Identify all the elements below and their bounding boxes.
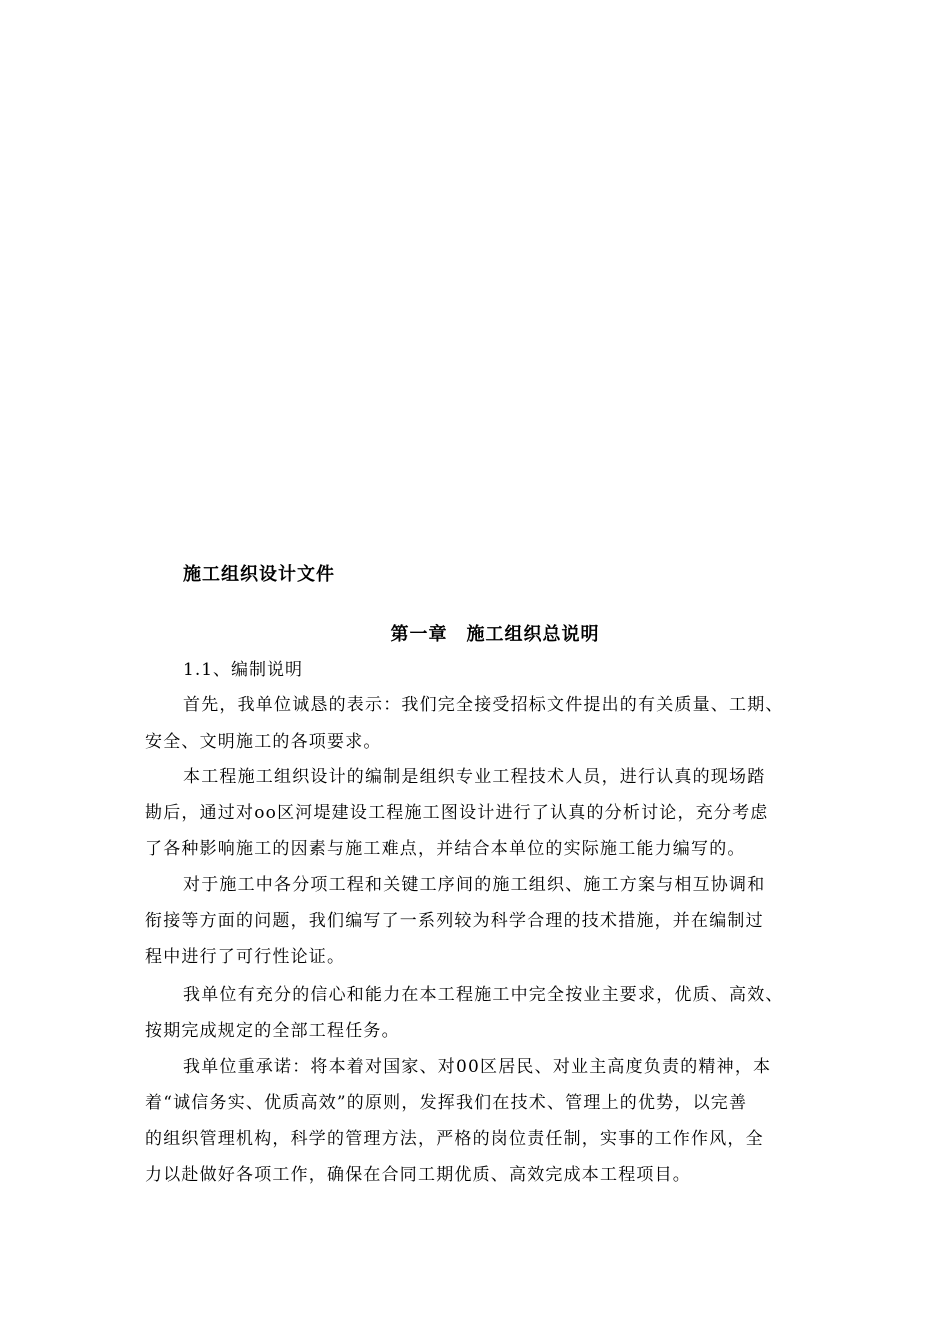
paragraph-line: 勘后，通过对oo区河堤建设工程施工图设计进行了认真的分析讨论，充分考虑 xyxy=(145,803,769,823)
paragraph-line: 对于施工中各分项工程和关键工序间的施工组织、施工方案与相互协调和 xyxy=(183,875,766,895)
document-title: 施工组织设计文件 xyxy=(183,564,335,585)
paragraph-line: 力以赴做好各项工作，确保在合同工期优质、高效完成本工程项目。 xyxy=(145,1165,691,1185)
paragraph-line: 我单位有充分的信心和能力在本工程施工中完全按业主要求，优质、高效、 xyxy=(183,985,784,1005)
paragraph-line: 安全、文明施工的各项要求。 xyxy=(145,732,382,752)
paragraph-line: 的组织管理机构，科学的管理方法，严格的岗位责任制，实事的工作作风，全 xyxy=(145,1129,764,1149)
paragraph-line: 本工程施工组织设计的编制是组织专业工程技术人员，进行认真的现场踏 xyxy=(183,767,766,787)
paragraph-line: 程中进行了可行性论证。 xyxy=(145,947,346,967)
paragraph-line: 着“诚信务实、优质高效”的原则，发挥我们在技术、管理上的优势，以完善 xyxy=(145,1093,748,1113)
section-heading: 1.1、编制说明 xyxy=(183,660,304,680)
paragraph-line: 我单位重承诺：将本着对国家、对00区居民、对业主高度负责的精神，本 xyxy=(183,1057,772,1077)
paragraph-line: 首先，我单位诚恳的表示：我们完全接受招标文件提出的有关质量、工期、 xyxy=(183,695,784,715)
paragraph-line: 了各种影响施工的因素与施工难点，并结合本单位的实际施工能力编写的。 xyxy=(145,839,746,859)
paragraph-line: 衔接等方面的问题，我们编写了一系列较为科学合理的技术措施，并在编制过 xyxy=(145,911,764,931)
chapter-title: 第一章 施工组织总说明 xyxy=(390,624,600,645)
paragraph-line: 按期完成规定的全部工程任务。 xyxy=(145,1021,400,1041)
